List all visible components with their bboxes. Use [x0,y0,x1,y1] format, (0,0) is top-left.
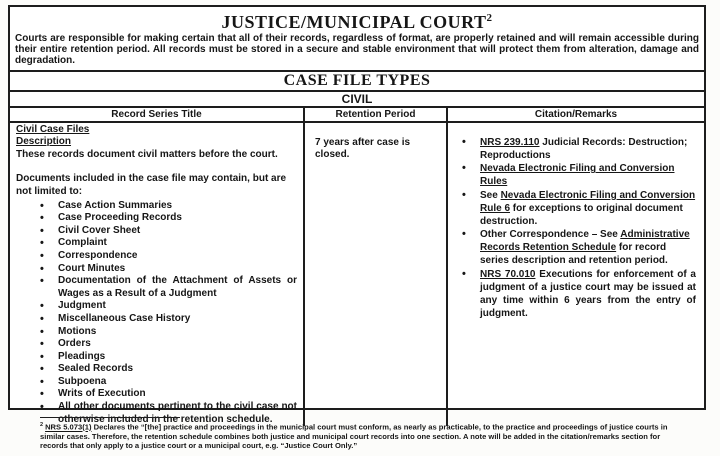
record-series-cell [10,123,305,427]
intro-paragraph: Courts are responsible for making certain that all of their records, regardless of format, are properly retained and will remain accessible during their entire retention period. All records must be stored in a secure and stable environment that will protect them from alteration, damage and degradation. [15,33,699,67]
retention-period-cell: 7 years after case is closed. [305,123,448,427]
page-title [15,9,699,32]
document-list [16,200,297,427]
description-label: Description [16,136,72,148]
title-section [10,7,704,72]
citation-link-text: NRS 239.110 [480,136,540,148]
document-list-item: • Writs of Execution [38,388,297,401]
plain-text: for record series description and retention period. [480,242,668,267]
citation-list-item [460,228,696,267]
document-list-item: • Correspondence [38,250,297,263]
column-header-record-series-title: Record Series Title [10,108,305,121]
citation-link-text: Nevada Electronic Filing and Conversion Rule 6 [480,189,696,214]
document-list-item: • Complaint [38,237,297,250]
table-row [10,123,704,427]
plain-text: for exceptions to original document destruction. [480,202,683,227]
page-title-text: JUSTICE/MUNICIPAL COURT [221,12,487,32]
citation-list [454,136,696,320]
plain-text: Executions for enforcement of a judgment of a justice court may be issued at any time within 6 years from the entry of judgment. [480,268,696,319]
table-header-row [10,108,704,123]
title-footnote-reference: 2 [486,12,493,24]
plain-text: Judicial Records: Destruction; Reproductions [480,136,688,161]
retention-schedule-document [8,5,706,425]
citation-list-item [460,162,696,188]
document-list-item: • Orders [38,338,297,351]
citation-list-item [460,136,696,162]
citation-link-text: NRS 70.010 [480,268,536,280]
plain-text: Other Correspondence – See [480,229,621,241]
document-list-item: • Judgment [38,300,297,313]
document-list-item: • Motions [38,326,297,339]
plain-text: See [480,189,501,201]
document-list-item: • Civil Cover Sheet [38,225,297,238]
document-list-item: • Documentation of the Attachment of Assets or Wages as a Result of a Judgment [38,275,297,300]
document-list-item: • Case Proceeding Records [38,212,297,225]
citation-link-text: Nevada Electronic Filing and Conversion Rules [480,163,675,188]
section-header-civil: CIVIL [10,92,704,108]
column-header-citation-remarks: Citation/Remarks [534,108,618,120]
citation-list-item [460,189,696,228]
document-list-item: • Subpoena [38,376,297,389]
footnote-separator-rule [40,417,180,418]
document-list-item: • All other documents pertinent to the civil case not otherwise included in the retention schedule. [38,401,297,426]
footnote-text [40,421,688,451]
column-header-retention-period: Retention Period [305,108,448,121]
citation-list-item [460,268,696,320]
footnote [40,417,688,451]
document-list-item: • Court Minutes [38,263,297,276]
record-series-name: Civil Case Files [16,123,90,135]
citation-remarks-cell [448,123,704,427]
document-list-item: • Sealed Records [38,363,297,376]
description-text: These records document civil matters before the court. [16,148,278,160]
citation-link-text: NRS 5.073(1) [45,422,92,432]
section-header-case-file-types: CASE FILE TYPES [10,72,704,92]
document-list-item: • Case Action Summaries [38,200,297,213]
contains-intro-text: Documents included in the case file may contain, but are not limited to: [16,173,287,197]
plain-text: Declares the “[the] practice and proceedings in the municipal court must conform, as nearly as practicable, to the practice and proceedings of justice courts in similar cases. Therefore, the retention schedule combines both justice and municipal court records into one section. A note will be added in the citation/remarks section for records that only apply to a justice court or a municipal court, e.g. “Justice Court Only.” [40,422,668,451]
citation-link-text: Administrative Records Retention Schedule [480,229,690,254]
document-list-item: • Miscellaneous Case History [38,313,297,326]
civil-case-table [10,108,704,427]
footnote-marker: 2 [40,422,44,428]
document-list-item: • Pleadings [38,351,297,364]
